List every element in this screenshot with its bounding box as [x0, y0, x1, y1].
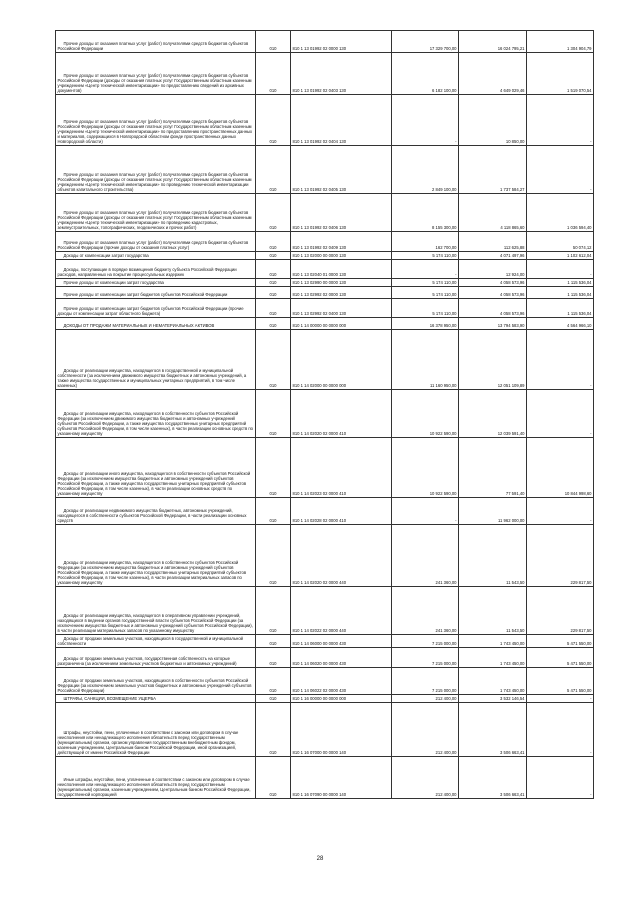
table-row — [56, 587, 594, 635]
table-row — [56, 95, 594, 146]
row-approved-cell: - — [392, 498, 459, 525]
row-kbk-cell: 810 1 14 02020 02 0000 440 — [291, 525, 392, 587]
row-name-cell — [56, 299, 256, 318]
row-code-cell: 010 — [256, 318, 291, 330]
row-executed-cell: 10 850,00 — [459, 95, 527, 146]
row-unexecuted-cell: 5 471 550,00 — [527, 648, 594, 668]
row-name-text: Доходы от продажи земельных участков, находящихся в собственности субъектов Российской Федерации (за исключением земельных участков бюджетных и автономных учреждений субъектов Российской Федерации) — [57, 678, 252, 694]
row-kbk-cell: 810 1 13 01992 02 0406 130 — [291, 194, 392, 232]
row-unexecuted-cell: - — [527, 95, 594, 146]
row-executed-cell: 11 543,50 — [459, 587, 527, 635]
row-approved-cell: 16 378 950,00 — [392, 318, 459, 330]
row-name-text: Доходы от реализации имущества, находящегося в государственной и муниципальной собственности (за исключением движимого имущества бюджетных и автономных учреждений, а также имущества государственных и муниципальных унитарных предприятий, в том числе казенных) — [57, 368, 247, 389]
row-executed-cell: 4 071 497,96 — [459, 252, 527, 260]
row-unexecuted-cell: - — [527, 260, 594, 279]
row-executed-cell: 11 543,50 — [459, 525, 527, 587]
row-executed-cell: 4 649 029,46 — [459, 53, 527, 95]
row-kbk-cell: 810 1 14 02020 02 0000 410 — [291, 390, 392, 438]
row-code-cell: 010 — [256, 260, 291, 279]
table-row — [56, 438, 594, 498]
table-row — [56, 252, 594, 260]
table-row — [56, 299, 594, 318]
row-approved-cell: - — [392, 95, 459, 146]
row-kbk-cell: 810 1 13 01992 02 0409 130 — [291, 232, 392, 252]
row-name-text: Прочие доходы от компенсации затрат государства — [63, 280, 164, 286]
row-kbk-cell: 810 1 14 06000 00 0000 430 — [291, 635, 392, 648]
row-executed-cell: 112 625,88 — [459, 232, 527, 252]
row-name-cell — [56, 668, 256, 695]
row-name-cell — [56, 438, 256, 498]
row-code-cell: 010 — [256, 525, 291, 587]
table-row — [56, 146, 594, 194]
row-name-text: Доходы от реализации имущества, находящегося в собственности субъектов Российской Федерации (за исключением имущества бюджетных и автономных учреждений субъектов Российской Федерации, а также имущества государственных унитарных предприятий субъектов Российской Федерации, в том числе казенных), в части реализации материальных запасов по указанному имуществу — [57, 560, 247, 586]
row-kbk-cell: 810 1 14 02028 02 0000 410 — [291, 498, 392, 525]
row-name-cell — [56, 757, 256, 799]
row-name-cell — [56, 53, 256, 95]
row-code-cell: 010 — [256, 287, 291, 299]
table-row — [56, 525, 594, 587]
row-name-text: Доходы от продажи земельных участков, находящихся в государственной и муниципальной собственности — [57, 636, 244, 647]
row-approved-cell: 7 215 000,00 — [392, 635, 459, 648]
row-code-cell: 010 — [256, 31, 291, 53]
row-executed-cell: 4 058 573,96 — [459, 279, 527, 287]
row-unexecuted-cell: 4 564 966,10 — [527, 318, 594, 330]
row-unexecuted-cell: 1 519 070,54 — [527, 53, 594, 95]
row-name-text: ДОХОДЫ ОТ ПРОДАЖИ МАТЕРИАЛЬНЫХ И НЕМАТЕРИАЛЬНЫХ АКТИВОВ — [63, 323, 215, 329]
row-code-cell: 010 — [256, 587, 291, 635]
row-name-cell — [56, 648, 256, 668]
row-executed-cell: 1 743 450,00 — [459, 648, 527, 668]
table-row — [56, 695, 594, 703]
row-unexecuted-cell: - — [527, 330, 594, 390]
table-row — [56, 318, 594, 330]
row-name-text: Доходы от реализации иного имущества, находящегося в собственности субъектов Российской Федерации (за исключением имущества бюджетных и автономных учреждений субъектов Российской Федерации, а также имущества государственных унитарных предприятий субъектов Российской Федерации, в том числе казенных), в части реализации основных средств по указанному имуществу — [57, 471, 251, 497]
row-code-cell: 010 — [256, 299, 291, 318]
row-name-text: Прочие доходы от компенсации затрат бюджетов субъектов Российской Федерации — [63, 292, 228, 298]
row-approved-cell: 11 160 950,00 — [392, 330, 459, 390]
row-name-text: Прочие доходы от оказания платных услуг (работ) получателями средств бюджетов субъектов Российской Федерации (прочие доходы от оказания платных услуг) — [57, 240, 249, 251]
table-row — [56, 330, 594, 390]
row-approved-cell: 241 360,00 — [392, 525, 459, 587]
table-row — [56, 279, 594, 287]
row-name-cell — [56, 525, 256, 587]
row-kbk-cell: 810 1 13 01992 02 0000 130 — [291, 31, 392, 53]
row-name-cell — [56, 194, 256, 232]
row-approved-cell: 6 182 100,00 — [392, 53, 459, 95]
row-code-cell: 010 — [256, 95, 291, 146]
row-code-cell: 010 — [256, 232, 291, 252]
row-unexecuted-cell: 10 844 998,60 — [527, 438, 594, 498]
table-row — [56, 287, 594, 299]
row-kbk-cell: 810 1 13 02990 00 0000 130 — [291, 279, 392, 287]
row-unexecuted-cell: 1 102 612,04 — [527, 252, 594, 260]
row-kbk-cell: 810 1 13 01992 02 0405 130 — [291, 146, 392, 194]
row-name-cell — [56, 390, 256, 438]
row-executed-cell: 12 039 591,40 — [459, 390, 527, 438]
row-unexecuted-cell: 50 074,12 — [527, 232, 594, 252]
row-approved-cell: 10 922 590,00 — [392, 438, 459, 498]
row-code-cell: 010 — [256, 648, 291, 668]
row-kbk-cell: 810 1 16 07090 00 0000 140 — [291, 757, 392, 799]
row-name-cell — [56, 318, 256, 330]
row-name-cell — [56, 232, 256, 252]
table-body — [56, 31, 594, 799]
table-row — [56, 703, 594, 757]
table-row — [56, 194, 594, 232]
row-unexecuted-cell: - — [527, 498, 594, 525]
row-unexecuted-cell: - — [527, 703, 594, 757]
row-approved-cell: 5 174 110,00 — [392, 252, 459, 260]
row-kbk-cell: 810 1 13 02992 02 0000 130 — [291, 287, 392, 299]
row-approved-cell: 5 174 110,00 — [392, 287, 459, 299]
table-row — [56, 260, 594, 279]
page-number: 28 — [316, 856, 324, 862]
row-approved-cell: - — [392, 260, 459, 279]
row-executed-cell: 1 743 450,00 — [459, 668, 527, 695]
row-name-cell — [56, 703, 256, 757]
row-name-text: Штрафы, неустойки, пени, уплаченные в соответствии с законом или договором в случае неисполнения или ненадлежащего исполнения обязательств перед государственным (муниципальным) органом, органом управления государственным внебюджетным фондом, казенным учреждением, Центральным банком Российской Федерации, иной организацией, действующей от имени Российской Федерации — [57, 730, 239, 756]
row-name-cell — [56, 330, 256, 390]
row-name-text: Прочие доходы от оказания платных услуг (работ) получателями средств бюджетов субъектов Российской Федерации (доходы от оказания платных услуг Государственным областным казенным учреждением «Центр технической инвентаризации» по предоставлению пространственных данных и материалов, содержащихся в Новгородской областном фонде пространственных данных Новгородской области) — [57, 119, 253, 145]
row-executed-cell: 12 051 109,89 — [459, 330, 527, 390]
row-name-cell — [56, 695, 256, 703]
row-executed-cell: 12 924,00 — [459, 260, 527, 279]
row-executed-cell: 16 024 795,21 — [459, 31, 527, 53]
row-name-cell — [56, 279, 256, 287]
row-kbk-cell: 810 1 13 02040 01 0000 130 — [291, 260, 392, 279]
row-code-cell: 010 — [256, 194, 291, 232]
row-kbk-cell: 810 1 14 02000 00 0000 000 — [291, 330, 392, 390]
row-approved-cell: 241 360,00 — [392, 587, 459, 635]
row-unexecuted-cell: 229 817,50 — [527, 525, 594, 587]
row-name-cell — [56, 95, 256, 146]
table-row — [56, 232, 594, 252]
row-code-cell: 010 — [256, 498, 291, 525]
row-name-text: ШТРАФЫ, САНКЦИИ, ВОЗМЕЩЕНИЕ УЩЕРБА — [63, 696, 156, 702]
row-unexecuted-cell: - — [527, 757, 594, 799]
row-kbk-cell: 810 1 14 06022 02 0000 430 — [291, 668, 392, 695]
row-kbk-cell: 810 1 14 02023 02 0000 410 — [291, 438, 392, 498]
row-name-cell — [56, 260, 256, 279]
row-approved-cell: 7 215 000,00 — [392, 648, 459, 668]
row-unexecuted-cell: 1 115 536,04 — [527, 287, 594, 299]
row-code-cell: 010 — [256, 279, 291, 287]
row-code-cell: 010 — [256, 438, 291, 498]
row-kbk-cell: 810 1 13 02000 00 0000 130 — [291, 252, 392, 260]
row-unexecuted-cell: - — [527, 695, 594, 703]
row-unexecuted-cell: 1 115 536,04 — [527, 279, 594, 287]
row-approved-cell: 5 174 110,00 — [392, 279, 459, 287]
table-row — [56, 668, 594, 695]
row-executed-cell: 1 743 450,00 — [459, 635, 527, 648]
table-row — [56, 31, 594, 53]
row-unexecuted-cell: 1 304 904,79 — [527, 31, 594, 53]
row-kbk-cell: 810 1 13 01992 02 0403 130 — [291, 53, 392, 95]
row-name-text: Доходы от продажи земельных участков, государственная собственность на которые разграничена (за исключением земельных участков бюджетных и автономных учреждений) — [57, 656, 237, 667]
row-name-cell — [56, 252, 256, 260]
row-name-text: Иные штрафы, неустойки, пени, уплаченные в соответствии с законом или договором в случае неисполнения или ненадлежащего исполнения обязательств перед государственным (муниципальным) органом, казенным учреждением, Центральным банком Российской Федерации, государственной корпорацией — [57, 777, 251, 798]
row-name-cell — [56, 146, 256, 194]
row-code-cell: 010 — [256, 390, 291, 438]
row-executed-cell: 1 737 584,27 — [459, 146, 527, 194]
table-row — [56, 498, 594, 525]
row-name-text: Доходы от компенсации затрат государства — [63, 253, 149, 259]
table-row — [56, 635, 594, 648]
row-executed-cell: 3 506 663,41 — [459, 703, 527, 757]
row-approved-cell: 8 155 300,00 — [392, 194, 459, 232]
row-kbk-cell: 810 1 14 02022 02 0000 440 — [291, 587, 392, 635]
row-name-text: Прочие доходы от компенсации затрат бюджетов субъектов Российской Федерации (прочие доходы от компенсации затрат областного бюджета) — [57, 306, 244, 317]
row-code-cell: 010 — [256, 53, 291, 95]
row-executed-cell: 4 118 865,60 — [459, 194, 527, 232]
table-row — [56, 53, 594, 95]
row-kbk-cell: 810 1 14 06020 00 0000 430 — [291, 648, 392, 668]
row-approved-cell: 7 215 000,00 — [392, 668, 459, 695]
row-executed-cell: 3 532 146,54 — [459, 695, 527, 703]
row-approved-cell: 10 922 590,00 — [392, 390, 459, 438]
table-row — [56, 648, 594, 668]
row-kbk-cell: 810 1 13 02992 02 0400 130 — [291, 299, 392, 318]
row-name-text: Прочие доходы от оказания платных услуг (работ) получателями средств бюджетов субъектов Российской Федерации (доходы от оказания платных услуг Государственным областным казенным учреждением «Центр технической инвентаризации» по проведению кадастровых, землеустроительных, топографических, геодезических и прочих работ) — [57, 210, 252, 231]
row-unexecuted-cell: - — [527, 390, 594, 438]
row-name-text: Прочие доходы от оказания платных услуг (работ) получателями средств бюджетов субъектов Российской Федерации (доходы от оказания платных услуг Государственным областным казенным учреждением «Центр технической инвентаризации» по предоставлению сведений из архивных документов) — [57, 73, 252, 94]
row-kbk-cell: 810 1 16 00000 00 0000 000 — [291, 695, 392, 703]
row-code-cell: 010 — [256, 146, 291, 194]
row-name-text: Прочие доходы от оказания платных услуг (работ) получателями средств бюджетов субъектов Российской Федерации (доходы от оказания платных услуг Государственным областным казенным учреждением «Центр технической инвентаризации» по проведению технической инвентаризации объектов капитального строительства) — [57, 172, 252, 193]
row-approved-cell: 212 400,00 — [392, 695, 459, 703]
row-unexecuted-cell: 1 036 594,40 — [527, 194, 594, 232]
row-approved-cell: 212 400,00 — [392, 757, 459, 799]
row-approved-cell: 5 174 110,00 — [392, 299, 459, 318]
row-code-cell: 010 — [256, 330, 291, 390]
row-executed-cell: 77 591,40 — [459, 438, 527, 498]
row-name-text: Доходы от реализации имущества, находящегося в оперативном управлении учреждений, находящихся в ведении органов государственной власти субъектов Российской Федерации (за исключением имущества бюджетных и автономных учреждений субъектов Российской Федерации), в части реализации материальных запасов по указанному имуществу — [57, 613, 253, 634]
row-name-cell — [56, 587, 256, 635]
row-kbk-cell: 810 1 13 01992 02 0404 130 — [291, 95, 392, 146]
row-code-cell: 010 — [256, 757, 291, 799]
row-unexecuted-cell: 5 471 550,00 — [527, 668, 594, 695]
row-name-cell — [56, 635, 256, 648]
row-code-cell: 010 — [256, 635, 291, 648]
row-unexecuted-cell: 5 471 550,00 — [527, 635, 594, 648]
row-kbk-cell: 810 1 16 07000 00 0000 140 — [291, 703, 392, 757]
row-unexecuted-cell: 229 817,50 — [527, 587, 594, 635]
row-name-text: Доходы от реализации недвижимого имущества бюджетных, автономных учреждений, находящегося в собственности субъектов Российской Федерации, в части реализации основных средств — [57, 508, 247, 524]
row-code-cell: 010 — [256, 252, 291, 260]
row-kbk-cell: 810 1 14 00000 00 0000 000 — [291, 318, 392, 330]
row-name-cell — [56, 498, 256, 525]
row-code-cell: 010 — [256, 695, 291, 703]
row-executed-cell: 11 962 000,00 — [459, 498, 527, 525]
row-name-cell — [56, 31, 256, 53]
row-executed-cell: 4 058 573,96 — [459, 299, 527, 318]
row-name-text: Доходы от реализации имущества, находящегося в собственности субъектов Российской Федерации (за исключением движимого имущества бюджетных и автономных учреждений субъектов Российской Федерации, а также имущества государственных унитарных предприятий субъектов Российской Федерации, в том числе казенных), в части реализации основных средств по указанному имуществу — [57, 411, 253, 437]
row-executed-cell: 4 058 573,96 — [459, 287, 527, 299]
row-name-text: Прочие доходы от оказания платных услуг (работ) получателями средств бюджетов субъектов Российской Федерации — [57, 41, 249, 52]
row-executed-cell: 13 794 583,90 — [459, 318, 527, 330]
row-code-cell: 010 — [256, 668, 291, 695]
table-row — [56, 390, 594, 438]
row-approved-cell: 212 400,00 — [392, 703, 459, 757]
row-approved-cell: 162 700,00 — [392, 232, 459, 252]
row-code-cell: 010 — [256, 703, 291, 757]
row-approved-cell: 2 849 100,00 — [392, 146, 459, 194]
row-name-cell — [56, 287, 256, 299]
row-executed-cell: 3 506 663,41 — [459, 757, 527, 799]
row-unexecuted-cell: 1 115 536,04 — [527, 299, 594, 318]
row-unexecuted-cell: - — [527, 146, 594, 194]
row-name-text: Доходы, поступающие в порядке возмещения бюджету субъекта Российской Федерации расходов, направленных на покрытие процессуальных издержек — [57, 267, 237, 278]
row-approved-cell: 17 329 700,00 — [392, 31, 459, 53]
table-row — [56, 757, 594, 799]
revenue-execution-table — [55, 30, 594, 799]
